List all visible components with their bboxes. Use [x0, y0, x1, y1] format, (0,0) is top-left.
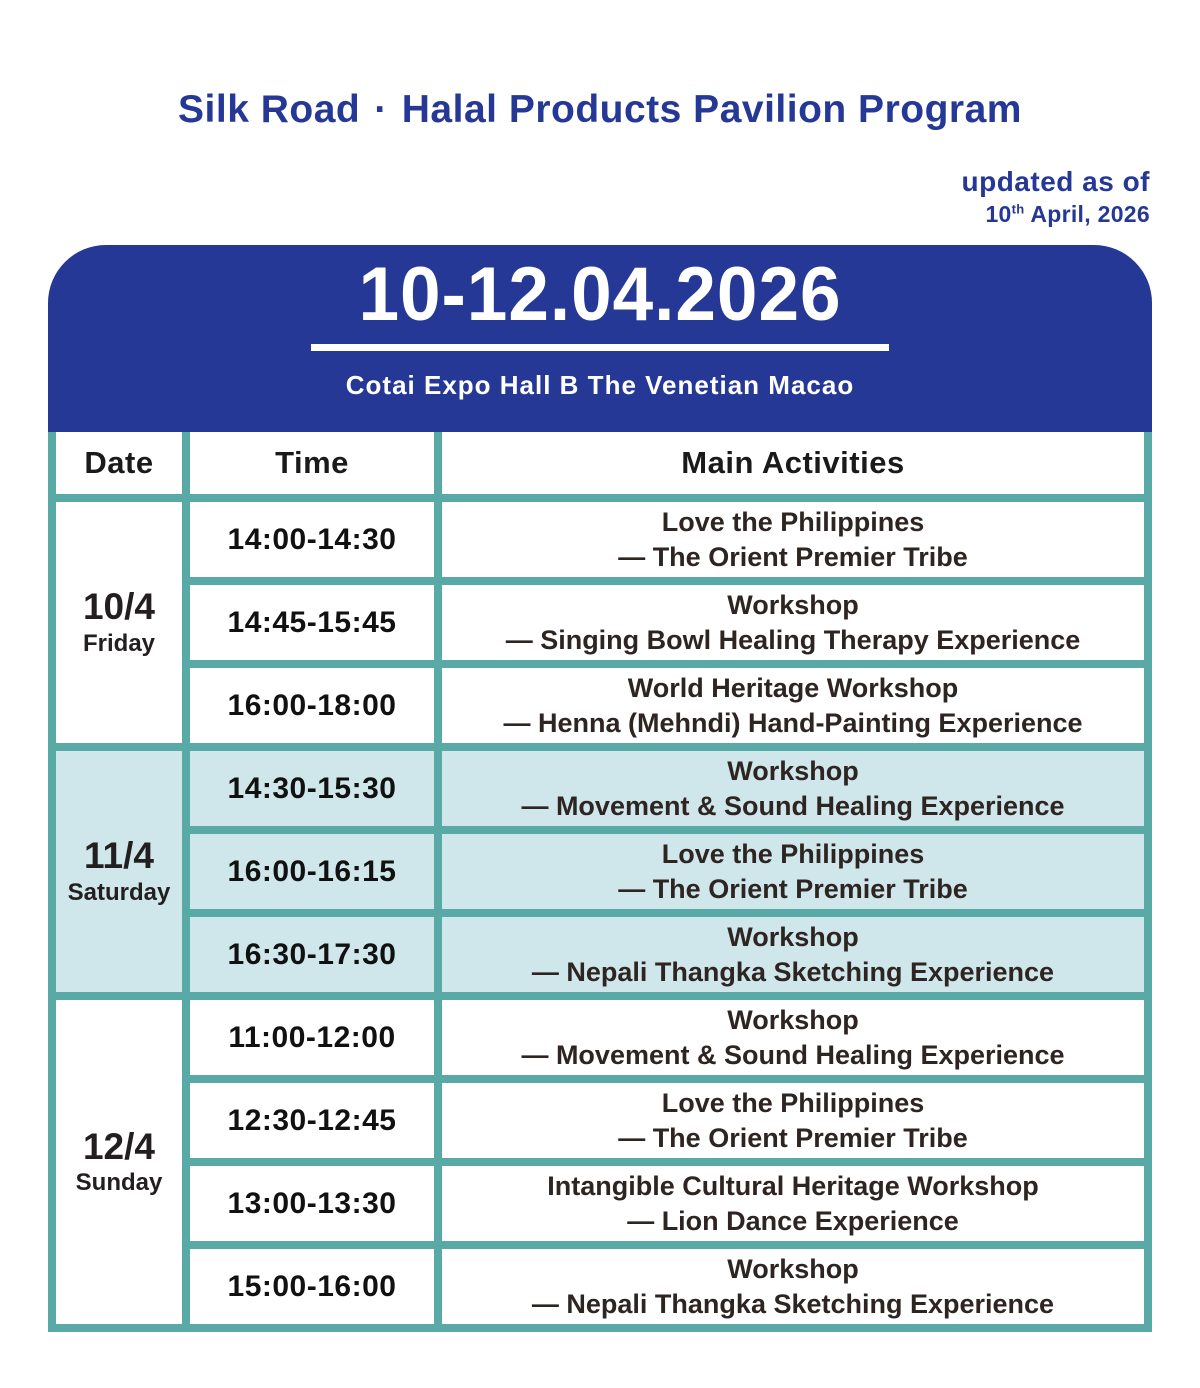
activity-subtitle: — The Orient Premier Tribe — [618, 873, 968, 904]
date-value: 12/4 — [82, 1125, 155, 1167]
activity-cell — [442, 917, 1144, 992]
updated-ordinal: th — [1011, 201, 1025, 217]
column-header-activities: Main Activities — [442, 432, 1144, 494]
activity-subtitle: — The Orient Premier Tribe — [618, 541, 968, 572]
time-cell: 13:00-13:30 — [190, 1166, 434, 1241]
time-cell: 14:30-15:30 — [190, 751, 434, 826]
updated-rest: April, 2026 — [1024, 201, 1150, 227]
time-cell: 11:00-12:00 — [190, 1000, 434, 1075]
column-header-time: Time — [190, 432, 434, 494]
activity-title: Intangible Cultural Heritage Workshop — [547, 1170, 1039, 1201]
updated-day: 10 — [985, 201, 1012, 227]
page-title-separator: · — [374, 88, 388, 131]
time-cell: 12:30-12:45 — [190, 1083, 434, 1158]
activity-cell — [442, 834, 1144, 909]
activity-subtitle: — Movement & Sound Healing Experience — [521, 790, 1065, 821]
activity-title: Workshop — [727, 921, 859, 952]
page-title-left: Silk Road — [178, 88, 361, 131]
schedule-table — [48, 432, 1152, 1332]
activity-title: Love the Philippines — [661, 838, 925, 869]
date-cell-saturday — [56, 751, 182, 992]
activity-title: Workshop — [727, 755, 859, 786]
activity-cell — [442, 1249, 1144, 1324]
activity-subtitle: — Singing Bowl Healing Therapy Experience — [505, 624, 1081, 655]
activity-title: Workshop — [727, 1253, 859, 1284]
page-title-right: Halal Products Pavilion Program — [401, 88, 1022, 131]
time-cell: 16:30-17:30 — [190, 917, 434, 992]
activity-cell — [442, 668, 1144, 743]
activity-subtitle: — Nepali Thangka Sketching Experience — [531, 956, 1055, 987]
time-cell: 14:45-15:45 — [190, 585, 434, 660]
date-value: 11/4 — [84, 835, 154, 877]
activity-cell — [442, 751, 1144, 826]
day-value: Saturday — [67, 878, 171, 906]
time-cell: 16:00-16:15 — [190, 834, 434, 909]
activity-cell — [442, 1083, 1144, 1158]
activity-subtitle: — Henna (Mehndi) Hand-Painting Experience — [503, 707, 1083, 738]
time-cell: 16:00-18:00 — [190, 668, 434, 743]
venue-name: Cotai Expo Hall B The Venetian Macao — [345, 370, 855, 400]
activity-subtitle: — The Orient Premier Tribe — [618, 1122, 968, 1153]
activity-title: World Heritage Workshop — [627, 672, 959, 703]
date-cell-friday — [56, 502, 182, 743]
event-date-range: 10-12.04.2026 — [358, 252, 842, 337]
activity-title: Love the Philippines — [661, 1087, 925, 1118]
day-value: Friday — [82, 629, 156, 657]
activity-subtitle: — Lion Dance Experience — [627, 1205, 959, 1236]
activity-title: Love the Philippines — [661, 506, 925, 537]
activity-cell — [442, 1000, 1144, 1075]
activity-cell — [442, 1166, 1144, 1241]
updated-as-of — [961, 166, 1150, 228]
activity-subtitle: — Nepali Thangka Sketching Experience — [531, 1288, 1055, 1319]
updated-date — [961, 201, 1150, 228]
time-cell: 15:00-16:00 — [190, 1249, 434, 1324]
updated-label: updated as of — [961, 166, 1150, 197]
date-cell-sunday — [56, 1000, 182, 1324]
activity-cell — [442, 502, 1144, 577]
column-header-date: Date — [56, 432, 182, 494]
event-date-banner — [48, 245, 1152, 432]
activity-title: Workshop — [727, 1004, 859, 1035]
activity-title: Workshop — [727, 589, 859, 620]
page-title — [0, 88, 1200, 132]
time-cell: 14:00-14:30 — [190, 502, 434, 577]
activity-cell — [442, 585, 1144, 660]
banner-underline-divider — [311, 344, 889, 351]
day-value: Sunday — [75, 1169, 163, 1197]
activity-subtitle: — Movement & Sound Healing Experience — [521, 1039, 1065, 1070]
date-value: 10/4 — [82, 586, 155, 628]
